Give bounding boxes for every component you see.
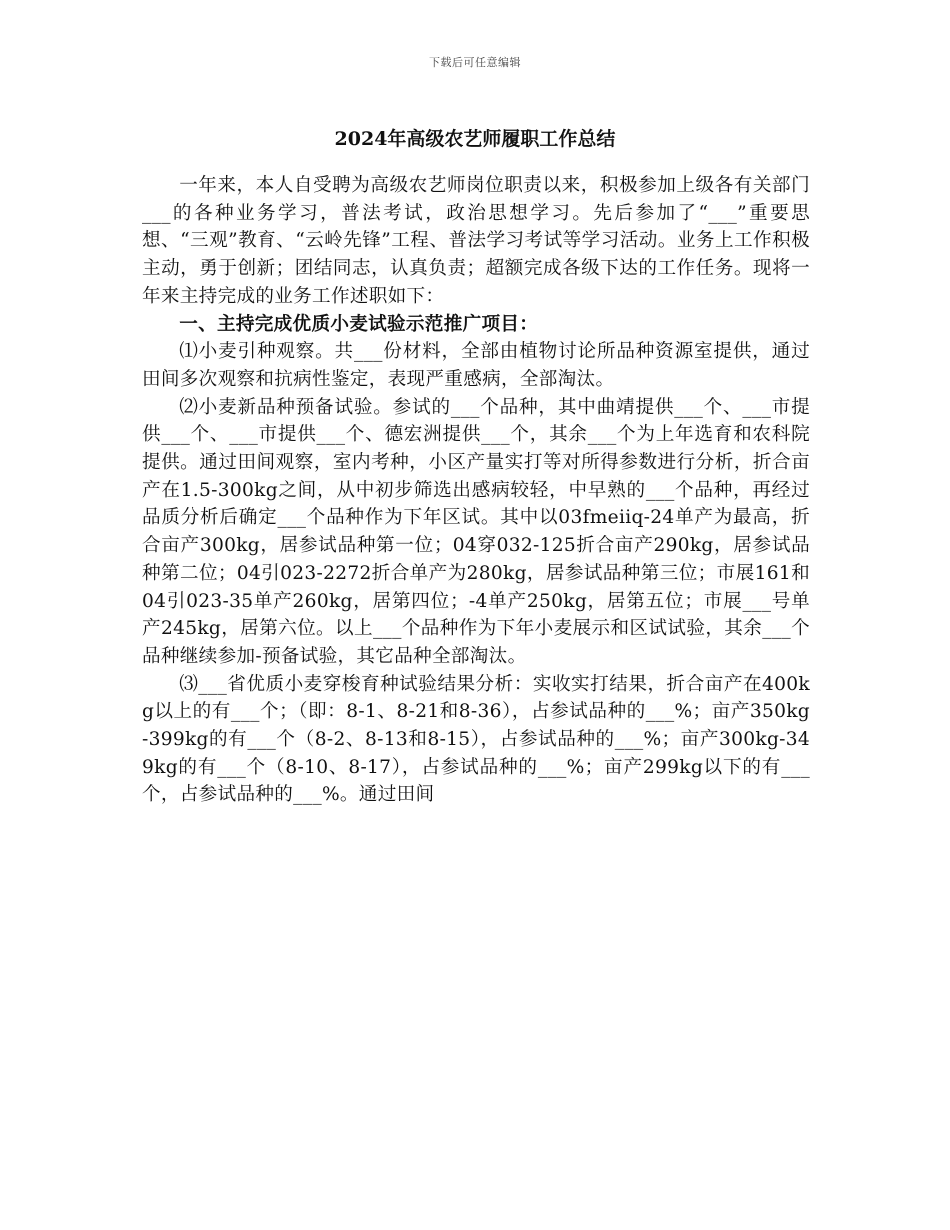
document-title: 2024年高级农艺师履职工作总结 — [334, 128, 616, 150]
header-note: 下载后可任意编辑 — [429, 56, 521, 69]
intro-paragraph: 一年来，本人自受聘为高级农艺师岗位职责以来，积极参加上级各有关部门___的各种业务学习，普法考试，政治思想学习。先后参加了“___”重要思想、“三观”教育、“云岭先锋”工程、普法学习考试等学习活动。业务上工作积极主动，勇于创新；团结同志，认真负责；超额完成各级下达的工作任务。现将一年来主持完成的业务工作述职如下： — [142, 175, 810, 307]
item-3-paragraph: ⑶___省优质小麦穿梭育种试验结果分析：实收实打结果，折合亩产在400kg以上的有___个；（即：8-1、8-21和8-36），占参试品种的___%；亩产350kg-399kg的有___个（8-2、8-13和8-15），占参试品种的___%；亩产300kg-349kg的有___个（8-10、8-17），占参试品种的___%；亩产299kg以下的有___个，占参试品种的___%。通过田间 — [142, 673, 810, 806]
item-2-paragraph: ⑵小麦新品种预备试验。参试的___个品种，其中曲靖提供___个、___市提供___个、___市提供___个、德宏洲提供___个，其余___个为上年选育和农科院提供。通过田间观察，室内考种，小区产量实打等对所得参数进行分析，折合亩产在1.5-300kg之间，从中初步筛选出感病较轻，中早熟的___个品种，再经过品质分析后确定___个品种作为下年区试。其中以03fmeiiq-24单产为最高，折合亩产300kg，居参试品种第一位；04穿032-125折合亩产290kg，居参试品种第二位；04引023-2272折合单产为280kg，居参试品种第三位；市展161和04引023-35单产260kg，居第四位；-4单产250kg，居第五位；市展___号单产245kg，居第六位。以上___个品种作为下年小麦展示和区试试验，其余___个品种继续参加-预备试验，其它品种全部淘汰。 — [142, 396, 810, 667]
document-body — [142, 172, 810, 809]
section-heading: 一、主持完成优质小麦试验示范推广项目： — [179, 313, 539, 335]
item-1-paragraph: ⑴小麦引种观察。共___份材料，全部由植物讨论所品种资源室提供，通过田间多次观察和抗病性鉴定，表现严重感病，全部淘汰。 — [142, 341, 810, 390]
